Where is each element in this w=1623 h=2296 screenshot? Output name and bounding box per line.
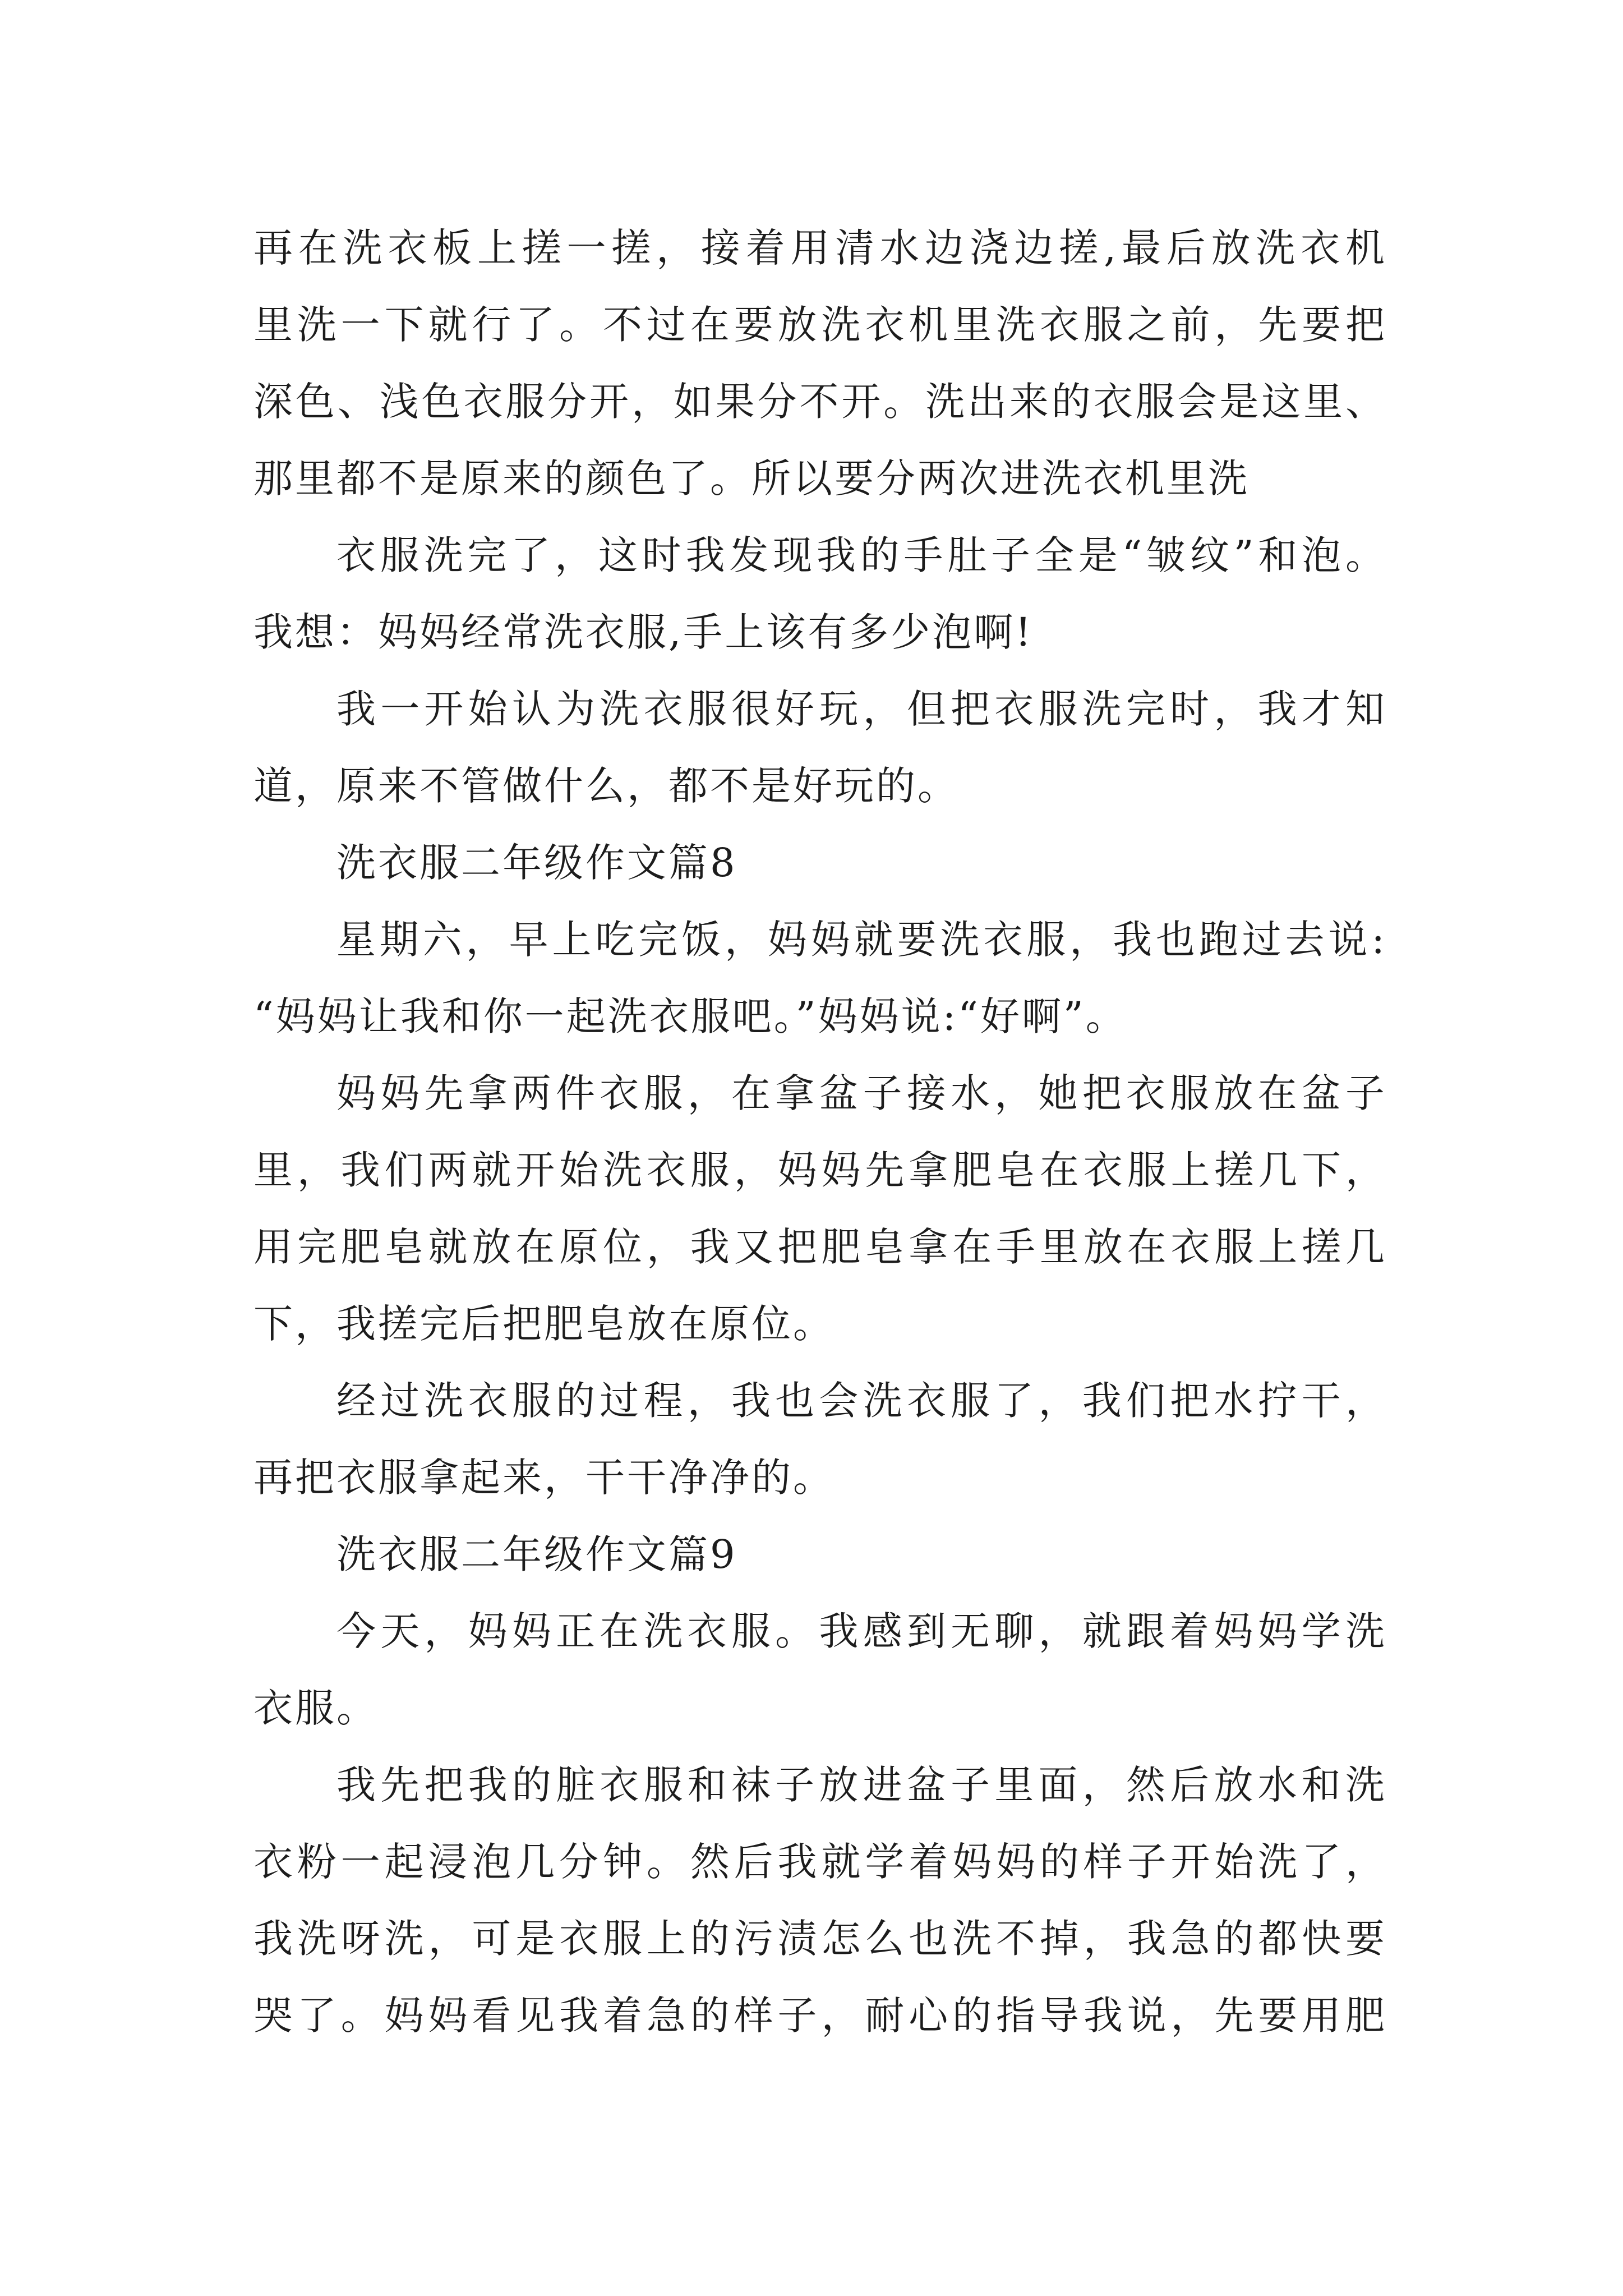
paragraph [253, 1593, 1387, 1747]
text-line: 衣服。 [253, 1685, 378, 1731]
text-line: 我洗呀洗，可是衣服上的污渍怎么也洗不掉，我急的都快要 [253, 1916, 1387, 1962]
paragraph [253, 901, 1387, 1055]
text-line: 星期六，早上吃完饭，妈妈就要洗衣服，我也跑过去说: [336, 917, 1387, 963]
text-line: “妈妈让我和你一起洗衣服吧。”妈妈说:“好啊”。 [253, 993, 1127, 1039]
text-line: 道，原来不管做什么，都不是好玩的。 [253, 763, 959, 809]
text-line: 里，我们两就开始洗衣服，妈妈先拿肥皂在衣服上搓几下， [253, 1147, 1387, 1193]
text-line: 衣服洗完了，这时我发现我的手肚子全是“皱纹”和泡。 [336, 532, 1387, 578]
text-line: 哭了。妈妈看见我着急的样子，耐心的指导我说，先要用肥 [253, 1993, 1387, 2039]
text-line: 衣粉一起浸泡几分钟。然后我就学着妈妈的样子开始洗了， [253, 1839, 1387, 1885]
paragraph [253, 1055, 1387, 1363]
text-line: 再在洗衣板上搓一搓，接着用清水边浇边搓,最后放洗衣机 [253, 225, 1387, 271]
text-line: 深色、浅色衣服分开，如果分不开。洗出来的衣服会是这里、 [253, 379, 1387, 425]
text-line: 我先把我的脏衣服和袜子放进盆子里面，然后放水和洗 [336, 1762, 1387, 1808]
text-line: 再把衣服拿起来，干干净净的。 [253, 1455, 834, 1501]
text-line: 我一开始认为洗衣服很好玩，但把衣服洗完时，我才知 [336, 686, 1387, 732]
paragraph [253, 210, 1387, 517]
text-line: 用完肥皂就放在原位，我又把肥皂拿在手里放在衣服上搓几 [253, 1224, 1387, 1270]
text-line: 经过洗衣服的过程，我也会洗衣服了，我们把水拧干， [336, 1378, 1387, 1424]
paragraph [253, 1747, 1387, 2054]
section-heading [253, 825, 1387, 901]
paragraph [253, 1363, 1387, 1516]
text-line: 今天，妈妈正在洗衣服。我感到无聊，就跟着妈妈学洗 [336, 1608, 1387, 1654]
heading-text: 洗衣服二年级作文篇8 [336, 840, 737, 886]
text-line: 我想：妈妈经常洗衣服,手上该有多少泡啊! [253, 609, 1034, 655]
section-heading [253, 1516, 1387, 1593]
paragraph [253, 671, 1387, 825]
heading-text: 洗衣服二年级作文篇9 [336, 1531, 737, 1577]
document-body [253, 210, 1387, 2054]
text-line: 下，我搓完后把肥皂放在原位。 [253, 1301, 834, 1347]
text-line: 里洗一下就行了。不过在要放洗衣机里洗衣服之前，先要把 [253, 302, 1387, 348]
text-line: 那里都不是原来的颜色了。所以要分两次进洗衣机里洗 [253, 455, 1249, 501]
paragraph [253, 517, 1387, 671]
text-line: 妈妈先拿两件衣服，在拿盆子接水，她把衣服放在盆子 [336, 1070, 1387, 1116]
